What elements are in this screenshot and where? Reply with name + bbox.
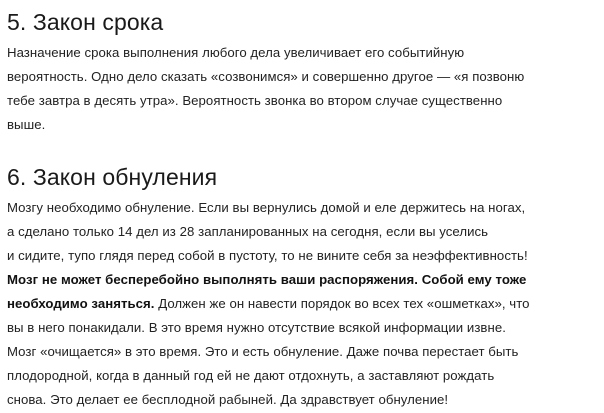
- section-6-text-line: а сделано только 14 дел из 28 запланированных на сегодня, если вы уселись: [7, 224, 489, 239]
- bold-emphasis: необходимо заняться.: [7, 296, 155, 311]
- section-6-text-line: Мозгу необходимо обнуление. Если вы вернулись домой и еле держитесь на ногах,: [7, 200, 526, 215]
- section-6-text-line: и сидите, тупо глядя перед собой в пустоту, то не вините себя за неэффективность!: [7, 248, 528, 263]
- section-5-text-line: выше.: [7, 117, 46, 132]
- section-6-text: Должен же он навести порядок во всех тех «ошметках», что: [154, 296, 530, 311]
- section-6-text-line: вы в него понакидали. В это время нужно отсутствие всякой информации извне.: [7, 320, 506, 335]
- section-6-text-line: [7, 295, 530, 313]
- section-6-text-line: [7, 271, 526, 289]
- bold-emphasis: Мозг не может бесперебойно выполнять ваши распоряжения. Собой ему тоже: [7, 272, 527, 287]
- section-5-text-line: тебе завтра в десять утра». Вероятность звонка во втором случае существенно: [7, 93, 503, 108]
- section-5-text-line: вероятность. Одно дело сказать «созвонимся» и совершенно другое — «я позвоню: [7, 69, 525, 84]
- section-6-text-line: плодородной, когда в данный год ей не дают отдохнуть, а заставляют рождать: [7, 368, 495, 383]
- section-6-text-line: снова. Это делает ее бесплодной рабыней. Да здравствует обнуление!: [7, 392, 449, 407]
- section-5-heading: 5. Закон срока: [7, 9, 164, 35]
- section-6-text-line: Мозг «очищается» в это время. Это и есть обнуление. Даже почва перестает быть: [7, 344, 519, 359]
- section-6-heading: 6. Закон обнуления: [7, 164, 218, 190]
- section-5-text-line: Назначение срока выполнения любого дела увеличивает его событийную: [7, 45, 465, 60]
